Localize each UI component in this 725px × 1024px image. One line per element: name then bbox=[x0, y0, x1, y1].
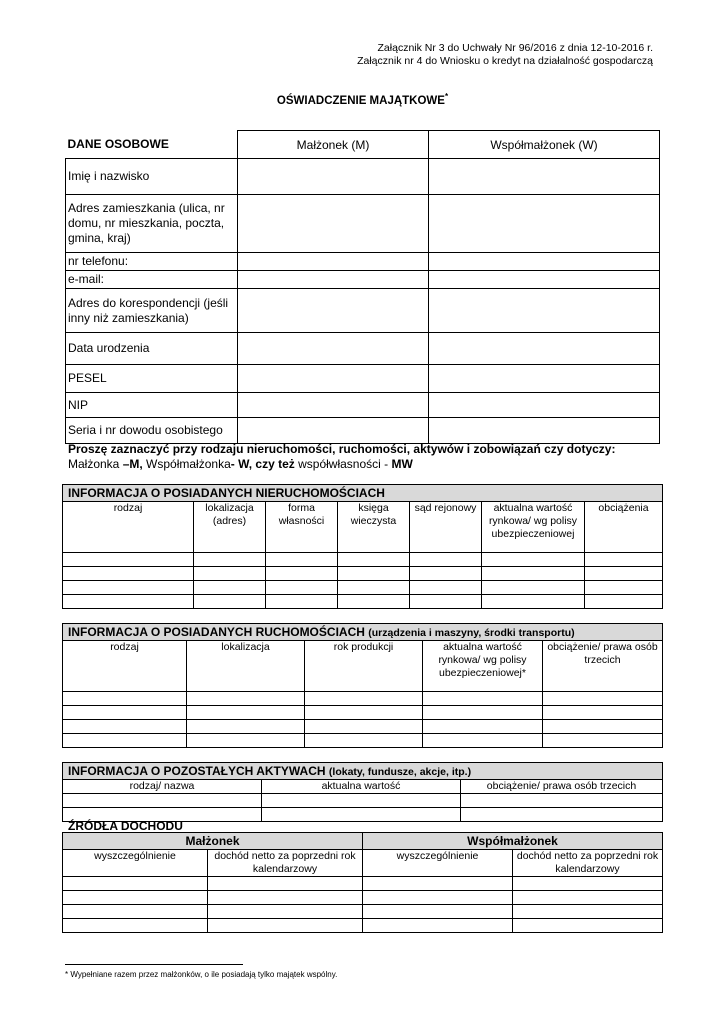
movables-table bbox=[62, 623, 663, 748]
birthdate-m-cell[interactable] bbox=[238, 333, 429, 365]
column-header: księga wieczysta bbox=[338, 502, 410, 553]
table-row[interactable] bbox=[63, 567, 663, 581]
nip-w-cell[interactable] bbox=[429, 393, 660, 418]
pesel-m-cell[interactable] bbox=[238, 365, 429, 393]
real-estate-table bbox=[62, 484, 663, 609]
column-header: sąd rejonowy bbox=[410, 502, 482, 553]
instruction-note bbox=[68, 442, 615, 472]
column-header: forma własności bbox=[266, 502, 338, 553]
column-header: lokalizacja (adres) bbox=[194, 502, 266, 553]
table-row[interactable] bbox=[63, 891, 663, 905]
page-title: OŚWIADCZENIE MAJĄTKOWE* bbox=[276, 92, 449, 107]
title-footnote-mark: * bbox=[444, 92, 449, 101]
name-w-cell[interactable] bbox=[429, 159, 660, 195]
column-header: wyszczególnienie bbox=[363, 850, 513, 877]
id-card-w-cell[interactable] bbox=[429, 418, 660, 444]
movables-title: INFORMACJA O POSIADANYCH RUCHOMOŚCIACH (urządzenia i maszyny, środki transportu) bbox=[63, 624, 663, 641]
table-row[interactable] bbox=[63, 581, 663, 595]
id-card-m-cell[interactable] bbox=[238, 418, 429, 444]
column-header: rodzaj bbox=[63, 641, 187, 692]
row-label: Adres do korespondencji (jeśli inny niż zamieszkania) bbox=[66, 289, 238, 333]
table-row[interactable] bbox=[63, 734, 663, 748]
column-header: obciążenie/ prawa osób trzecich bbox=[543, 641, 663, 692]
column-header: wyszczególnienie bbox=[63, 850, 208, 877]
col-cospouse-header: Współmałżonek (W) bbox=[429, 131, 660, 159]
phone-w-cell[interactable] bbox=[429, 253, 660, 271]
table-row[interactable] bbox=[63, 553, 663, 567]
address-w-cell[interactable] bbox=[429, 195, 660, 253]
row-label: nr telefonu: bbox=[66, 253, 238, 271]
other-assets-title: INFORMACJA O POZOSTAŁYCH AKTYWACH (lokaty, fundusze, akcje, itp.) bbox=[63, 763, 663, 780]
row-label: PESEL bbox=[66, 365, 238, 393]
spouse-header: Małżonek bbox=[63, 833, 363, 850]
corr-address-w-cell[interactable] bbox=[429, 289, 660, 333]
row-label: Data urodzenia bbox=[66, 333, 238, 365]
note-line-1: Proszę zaznaczyć przy rodzaju nieruchomości, ruchomości, aktywów i zobowiązań czy dotyczy: bbox=[68, 442, 616, 456]
other-assets-table bbox=[62, 762, 663, 822]
table-row[interactable] bbox=[63, 794, 663, 808]
column-header: lokalizacja bbox=[187, 641, 305, 692]
personal-data-table bbox=[65, 130, 660, 444]
nip-m-cell[interactable] bbox=[238, 393, 429, 418]
note-line-2: Małżonka –M, Współmałżonka- W, czy też współwłasności - MW bbox=[68, 457, 413, 471]
email-w-cell[interactable] bbox=[429, 271, 660, 289]
footnote: * Wypełniane razem przez małżonków, o ile posiadają tylko majątek wspólny. bbox=[65, 970, 338, 979]
name-m-cell[interactable] bbox=[238, 159, 429, 195]
col-spouse-header: Małżonek (M) bbox=[238, 131, 429, 159]
column-header: rok produkcji bbox=[305, 641, 423, 692]
table-row[interactable] bbox=[63, 905, 663, 919]
address-m-cell[interactable] bbox=[238, 195, 429, 253]
footnote-separator bbox=[65, 964, 243, 965]
column-header: dochód netto za poprzedni rok kalendarzowy bbox=[208, 850, 363, 877]
table-row[interactable] bbox=[63, 595, 663, 609]
column-header: aktualna wartość rynkowa/ wg polisy ubezpieczeniowej bbox=[482, 502, 585, 553]
corr-address-m-cell[interactable] bbox=[238, 289, 429, 333]
birthdate-w-cell[interactable] bbox=[429, 333, 660, 365]
column-header: dochód netto za poprzedni rok kalendarzowy bbox=[513, 850, 663, 877]
personal-heading: DANE OSOBOWE bbox=[66, 131, 238, 159]
cospouse-header: Współmałżonek bbox=[363, 833, 663, 850]
column-header: obciążenie/ prawa osób trzecich bbox=[461, 780, 663, 794]
table-row[interactable] bbox=[63, 877, 663, 891]
email-m-cell[interactable] bbox=[238, 271, 429, 289]
pesel-w-cell[interactable] bbox=[429, 365, 660, 393]
table-row[interactable] bbox=[63, 706, 663, 720]
phone-m-cell[interactable] bbox=[238, 253, 429, 271]
table-row[interactable] bbox=[63, 919, 663, 933]
row-label: e-mail: bbox=[66, 271, 238, 289]
income-title: ŹRÓDŁA DOCHODU bbox=[68, 819, 183, 833]
attachment-header bbox=[357, 42, 653, 68]
row-label: NIP bbox=[66, 393, 238, 418]
table-row[interactable] bbox=[63, 720, 663, 734]
header-line-1: Załącznik Nr 3 do Uchwały Nr 96/2016 z dnia 12-10-2016 r. bbox=[377, 42, 653, 54]
column-header: aktualna wartość rynkowa/ wg polisy ubezpieczeniowej* bbox=[423, 641, 543, 692]
header-line-2: Załącznik nr 4 do Wniosku o kredyt na działalność gospodarczą bbox=[357, 55, 653, 67]
column-header: rodzaj bbox=[63, 502, 194, 553]
column-header: aktualna wartość bbox=[262, 780, 461, 794]
row-label: Seria i nr dowodu osobistego bbox=[66, 418, 238, 444]
income-table bbox=[62, 832, 663, 933]
column-header: rodzaj/ nazwa bbox=[63, 780, 262, 794]
table-row[interactable] bbox=[63, 692, 663, 706]
row-label: Adres zamieszkania (ulica, nr domu, nr mieszkania, poczta, gmina, kraj) bbox=[66, 195, 238, 253]
column-header: obciążenia bbox=[585, 502, 663, 553]
row-label: Imię i nazwisko bbox=[66, 159, 238, 195]
real-estate-title: INFORMACJA O POSIADANYCH NIERUCHOMOŚCIACH bbox=[63, 485, 663, 502]
